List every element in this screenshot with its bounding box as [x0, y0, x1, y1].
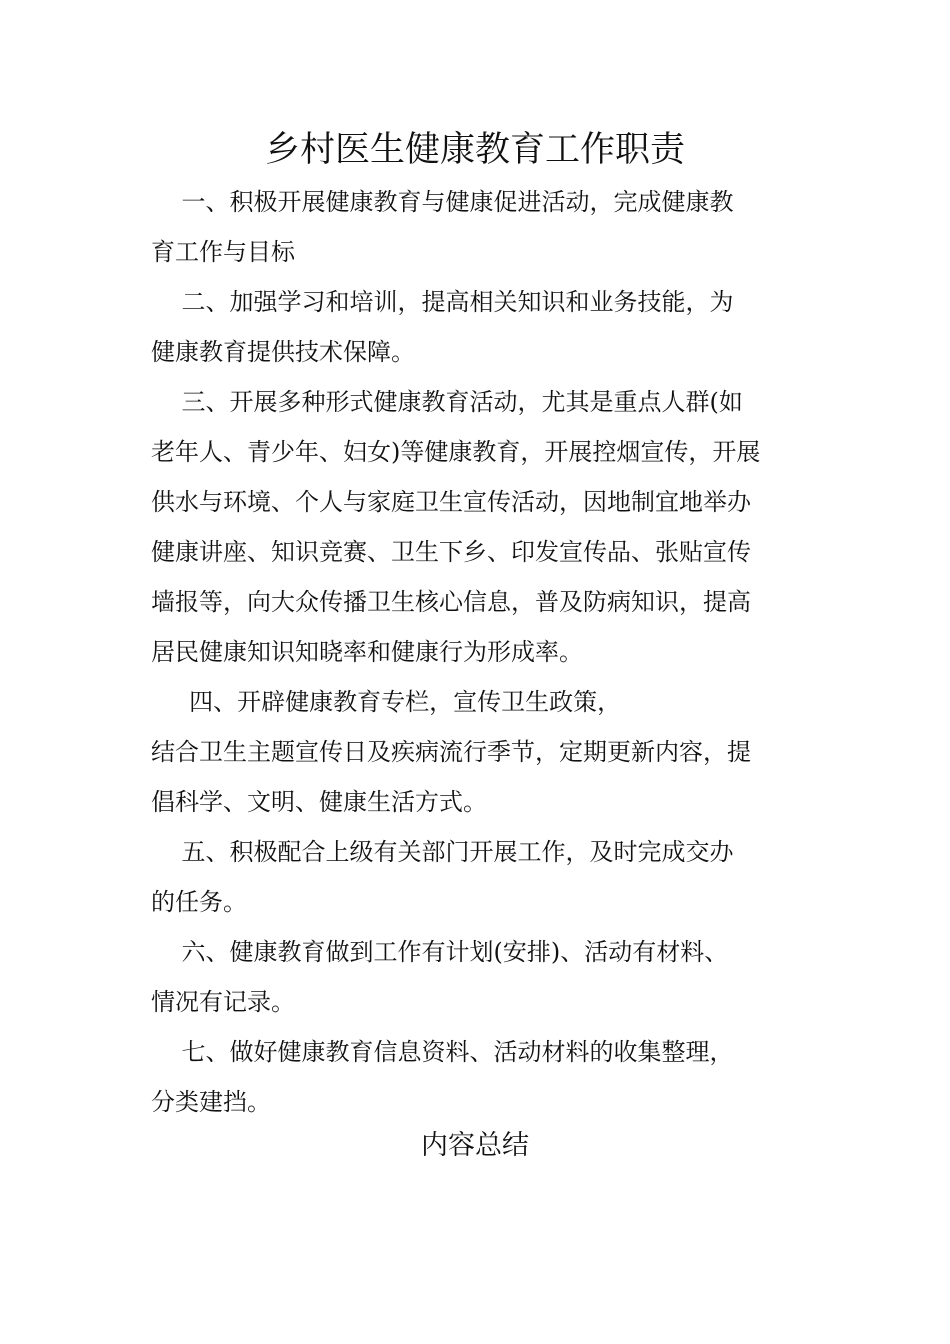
document-title: 乡村医生健康教育工作职责 [264, 130, 685, 170]
body-line: 健康教育提供技术保障。 [151, 338, 415, 366]
body-line: 五、积极配合上级有关部门开展工作，及时完成交办 [151, 838, 734, 866]
document-body [151, 177, 811, 1127]
body-line: 健康讲座、知识竞赛、卫生下乡、印发宣传品、张贴宣传 [151, 538, 751, 566]
body-line: 老年人、青少年、妇女)等健康教育，开展控烟宣传，开展 [151, 438, 761, 466]
body-line: 的任务。 [151, 888, 247, 916]
body-line: 结合卫生主题宣传日及疾病流行季节，定期更新内容，提 [151, 738, 751, 766]
body-line: 三、开展多种形式健康教育活动，尤其是重点人群(如 [151, 388, 743, 416]
body-line: 一、积极开展健康教育与健康促进活动，完成健康教 [151, 188, 734, 216]
body-line: 墙报等，向大众传播卫生核心信息，普及防病知识，提高 [151, 588, 751, 616]
body-line: 四、开辟健康教育专栏，宣传卫生政策， [151, 688, 622, 716]
body-line: 居民健康知识知晓率和健康行为形成率。 [151, 638, 583, 666]
body-line: 七、做好健康教育信息资料、活动材料的收集整理， [151, 1038, 734, 1066]
body-line: 育工作与目标 [151, 238, 295, 266]
body-line: 供水与环境、个人与家庭卫生宣传活动，因地制宜地举办 [151, 488, 751, 516]
body-line: 六、健康教育做到工作有计划(安排)、活动有材料、 [151, 938, 729, 966]
body-line: 二、加强学习和培训，提高相关知识和业务技能，为 [151, 288, 734, 316]
summary-heading: 内容总结 [421, 1130, 529, 1161]
body-line: 情况有记录。 [151, 988, 295, 1016]
body-line: 分类建挡。 [151, 1088, 271, 1116]
body-line: 倡科学、文明、健康生活方式。 [151, 788, 487, 816]
